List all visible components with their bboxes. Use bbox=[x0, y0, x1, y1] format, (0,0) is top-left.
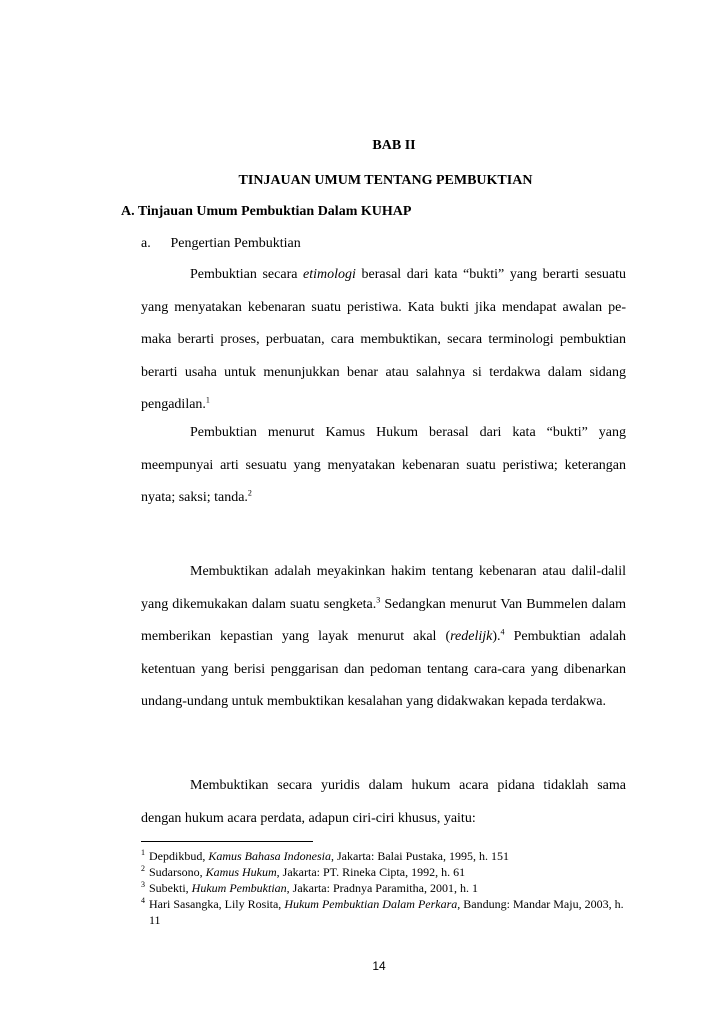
subsection-title: Pengertian Pembuktian bbox=[170, 236, 301, 251]
footnote-1: 1 Depdikbud, Kamus Bahasa Indonesia, Jakarta: Balai Pustaka, 1995, h. 151 bbox=[141, 848, 509, 863]
footnote-ref-1: 1 bbox=[205, 395, 210, 405]
footnote-2: 2 Sudarsono, Kamus Hukum, Jakarta: PT. Rineka Cipta, 1992, h. 61 bbox=[141, 864, 466, 879]
footnote-ref-4: 4 bbox=[500, 627, 505, 637]
paragraph-3: Membuktikan adalah meyakinkan hakim tentang kebenaran atau dalil-dalil yang dikemukakan dalam suatu sengketa.$^3$ Sedangkan menurut Van Bummelen dalam memberikan kepastian yang layak menurut akal (redelijk).$^4$ Pembuktian adalah ketentuan yang berisi penggarisan dan pedoman tentang cara-cara yang dibenarkan undang-undang untuk membuktikan kesalahan yang didakwakan kepada terdakwa. bbox=[141, 564, 626, 709]
section-heading: A. Tinjauan Umum Pembuktian Dalam KUHAP bbox=[121, 204, 412, 219]
footnote-3: 3 Subekti, Hukum Pembuktian, Jakarta: Pradnya Paramitha, 2001, h. 1 bbox=[141, 880, 478, 895]
footnote-ref-2: 2 bbox=[247, 488, 252, 498]
subsection-heading bbox=[141, 236, 301, 252]
paragraph-4: Membuktikan secara yuridis dalam hukum acara pidana tidaklah sama dengan hukum acara perdata, adapun ciri-ciri khusus, yaitu: bbox=[141, 778, 626, 826]
chapter-title: TINJAUAN UMUM TENTANG PEMBUKTIAN bbox=[238, 173, 533, 188]
page-number: 14 bbox=[372, 959, 386, 973]
footnotes bbox=[141, 848, 626, 928]
footnote-separator bbox=[141, 841, 313, 842]
footnote-ref-3: 3 bbox=[376, 594, 381, 604]
chapter-heading: BAB II bbox=[372, 138, 416, 153]
footnote-4: 4 Hari Sasangka, Lily Rosita, Hukum Pembuktian Dalam Perkara, Bandung: Mandar Maju, 2003, h. 11 bbox=[141, 896, 624, 927]
subsection-label: a. bbox=[141, 236, 151, 251]
paragraph-2: Pembuktian menurut Kamus Hukum berasal dari kata “bukti” yang meempunyai arti sesuatu yang menyatakan kebenaran suatu peristiwa; keterangan nyata; saksi; tanda.$^2$ bbox=[141, 425, 626, 505]
paragraph-1: Pembuktian secara etimologi berasal dari kata “bukti” yang berarti sesuatu yang menyatakan kebenaran suatu peristiwa. Kata bukti jika mendapat awalan pe- maka berarti proses, perbuatan, cara membuktikan, secara terminologi pembuktian berarti usaha untuk menunjukkan benar atau salahnya si terdakwa dalam sidang pengadilan.$^1$ bbox=[141, 267, 626, 412]
